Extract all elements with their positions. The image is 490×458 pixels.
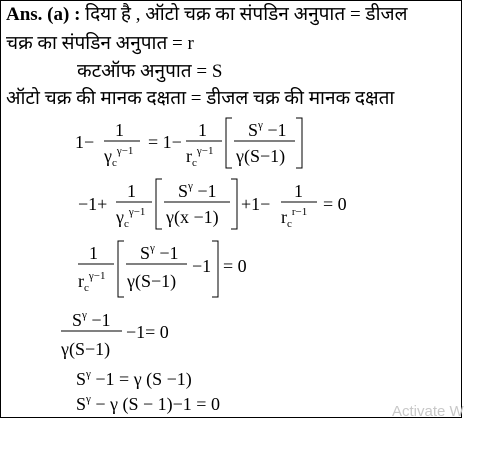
svg-text:rcγ−1: $r_c^{\gamma-1}$: [78, 270, 106, 294]
svg-text:= 0: = 0: [323, 194, 347, 214]
svg-text:γcγ−1: $\gamma_c^{\gamma-1}$: [104, 145, 134, 169]
svg-text:1: 1: [89, 243, 98, 263]
svg-text:rcr−1: $r_c^{r-1}$: [281, 206, 308, 230]
svg-text:Sγ −1: $S^\gamma -1$: [178, 180, 217, 201]
answer-label: Ans. (a) :: [6, 4, 81, 25]
svg-text:rcγ−1: $r_c^{\gamma-1}$: [186, 145, 214, 169]
svg-text:γ(x −1): γ(x −1): [166, 207, 219, 227]
svg-text:Sγ −1: $S^\gamma -1$: [72, 309, 111, 330]
svg-text:γcγ−1: $\gamma_c^{\gamma-1}$: [116, 206, 146, 230]
svg-text:γ(S−1): γ(S−1): [236, 146, 286, 166]
equation-2: [78, 179, 347, 230]
svg-text:= 0: = 0: [223, 256, 247, 276]
svg-text:+1−: +1−: [241, 194, 271, 214]
equation-4: [60, 309, 169, 360]
svg-text:= 1−: = 1−: [148, 132, 182, 152]
svg-text:1: 1: [115, 120, 124, 140]
equation-1: [75, 118, 302, 169]
answer-line-1-text: दिया है , ऑटो चक्र का संपडिन अनुपात = डीजल: [85, 4, 408, 25]
svg-text:Sγ −1: $S^\gamma -1$: [140, 242, 179, 263]
svg-text:−1+: −1+: [78, 194, 108, 214]
activate-windows-watermark: Activate W: [392, 403, 464, 420]
equation-3: [78, 241, 247, 297]
svg-text:1−: 1−: [75, 132, 95, 152]
svg-text:Sγ −1: $S^\gamma -1$: [248, 119, 287, 140]
equation-5: $S^\gamma -1 = \gamma$ (S −1): [76, 368, 192, 389]
svg-text:−1: −1: [192, 256, 212, 276]
svg-text:1: 1: [127, 181, 136, 201]
equation-6: $S^\gamma - \gamma$ (S − 1)−1 = 0: [76, 393, 220, 414]
svg-text:1: 1: [198, 120, 207, 140]
svg-text:−1= 0: −1= 0: [126, 322, 169, 342]
answer-line-4: ऑटो चक्र की मानक दक्षता = डीजल चक्र की मानक दक्षता: [6, 88, 395, 109]
svg-text:γ(S−1): γ(S−1): [61, 339, 111, 359]
svg-text:γ(S−1): γ(S−1): [127, 271, 177, 291]
svg-text:1: 1: [294, 181, 303, 201]
answer-line-3: कटऑफ अनुपात = S: [77, 61, 223, 82]
answer-line-2: चक्र का संपडिन अनुपात = r: [6, 33, 194, 54]
